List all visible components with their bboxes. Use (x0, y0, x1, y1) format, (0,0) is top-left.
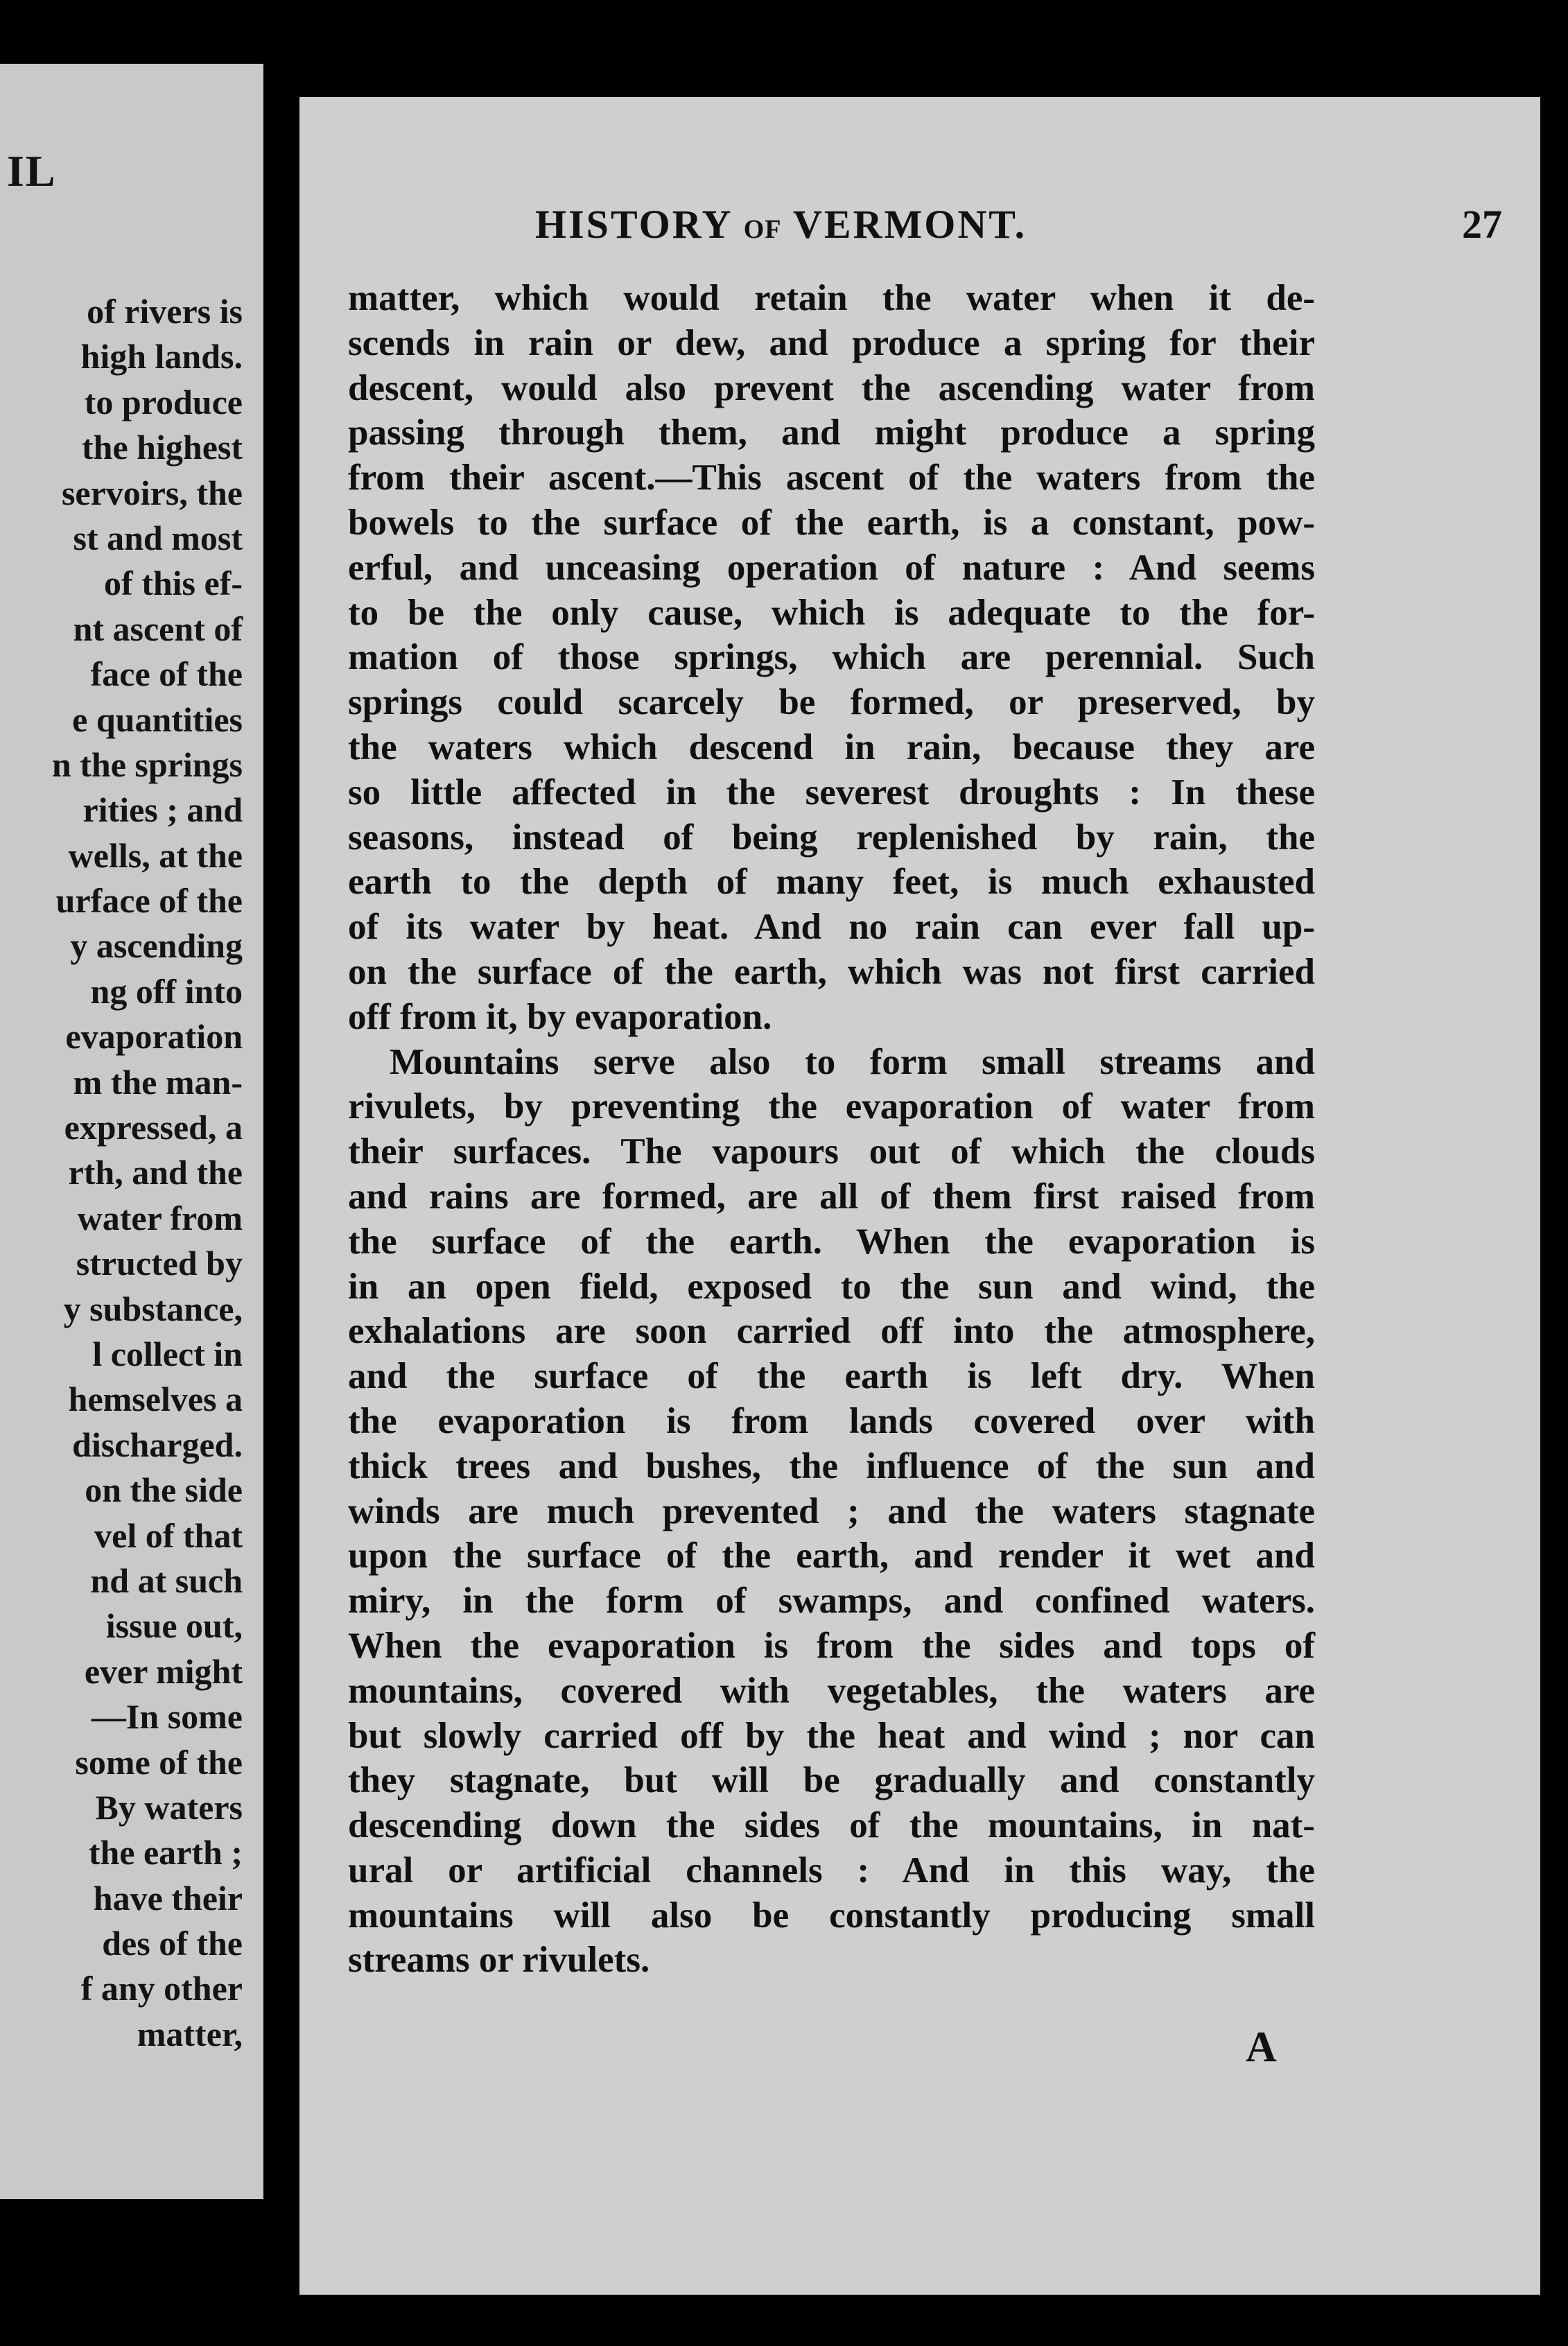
left-page-line: water from (77, 1198, 243, 1237)
body-text-line: of its water by heat. And no rain can ever fall up- (348, 907, 1315, 948)
left-page-line: ever might (84, 1651, 243, 1691)
left-page-line: evaporation (65, 1017, 243, 1057)
body-text-line: and rains are formed, are all of them first raised from (348, 1176, 1315, 1217)
body-text-line: descent, would also prevent the ascending water from (348, 367, 1315, 408)
left-page-line: y substance, (63, 1289, 243, 1328)
body-text-line: so little affected in the severest droughts : In these (348, 772, 1315, 813)
body-text-line: rivulets, by preventing the evaporation of water from (348, 1086, 1315, 1127)
left-page-line: nd at such (90, 1561, 243, 1600)
book-gutter (263, 0, 299, 2346)
left-page-line: m the man- (73, 1062, 243, 1102)
left-page-line: the highest (82, 428, 243, 467)
left-page-line: ng off into (90, 971, 243, 1011)
left-page-line: of this ef- (104, 564, 243, 603)
left-page-line: face of the (90, 654, 243, 694)
left-page-line: expressed, a (64, 1108, 243, 1147)
left-page-line: l collect in (92, 1334, 243, 1373)
left-page-line: matter, (137, 2014, 243, 2053)
body-text-line: on the surface of the earth, which was not first carried (348, 951, 1315, 992)
body-text-line: bowels to the surface of the earth, is a constant, pow- (348, 502, 1315, 543)
left-page-line: —In some (91, 1697, 243, 1737)
left-page-line: of rivers is (87, 292, 243, 331)
body-text-line: upon the surface of the earth, and render it wet and (348, 1536, 1315, 1576)
running-title-of: OF (743, 215, 782, 244)
body-text-line: from their ascent.—This ascent of the waters from the (348, 458, 1315, 498)
left-page-line: nt ascent of (73, 609, 243, 648)
body-text-line: but slowly carried off by the heat and wind ; nor can (348, 1715, 1315, 1756)
left-page-line: rth, and the (68, 1153, 243, 1192)
body-text-line: off from it, by evaporation. (348, 996, 772, 1037)
body-text-line: and the surface of the earth is left dry. When (348, 1356, 1315, 1397)
running-title (535, 201, 1027, 247)
body-text-line: exhalations are soon carried off into the atmosphere, (348, 1311, 1315, 1352)
left-page-line: wells, at the (68, 835, 243, 875)
body-text-line: mountains, covered with vegetables, the waters are (348, 1670, 1315, 1711)
left-page-line: issue out, (105, 1606, 243, 1646)
left-page-line: e quantities (72, 700, 243, 739)
body-text-line: earth to the depth of many feet, is much exhausted (348, 862, 1315, 903)
body-text-line: miry, in the form of swamps, and confined waters. (348, 1581, 1315, 1622)
left-page-line: the earth ; (88, 1833, 243, 1873)
body-text-line: the waters which descend in rain, because they are (348, 727, 1315, 767)
left-page-text-column (52, 289, 243, 2057)
left-page-line: hemselves a (68, 1380, 243, 1419)
body-text-line: the surface of the earth. When the evaporation is (348, 1221, 1315, 1262)
body-text-line: winds are much prevented ; and the waters stagnate (348, 1491, 1315, 1531)
left-page-line: have their (93, 1878, 243, 1918)
left-page-line: vel of that (94, 1515, 243, 1555)
left-page-line: some of the (75, 1742, 243, 1782)
body-text-line: in an open field, exposed to the sun and wind, the (348, 1266, 1315, 1307)
page-number: 27 (1462, 202, 1502, 247)
left-page-line: on the side (85, 1470, 243, 1510)
body-text-line: passing through them, and might produce a spring (348, 412, 1315, 453)
body-text-line: Mountains serve also to form small streams and (390, 1041, 1315, 1082)
left-page-line: des of the (102, 1924, 243, 1963)
left-page-line: structed by (76, 1244, 243, 1283)
left-page-line: to produce (84, 382, 243, 422)
left-page-line: servoirs, the (61, 473, 243, 512)
body-text-line: their surfaces. The vapours out of which the clouds (348, 1131, 1315, 1172)
left-page-line: st and most (73, 518, 243, 557)
body-text-line: seasons, instead of being replenished by rain, the (348, 817, 1315, 858)
left-page-line: high lands. (80, 337, 243, 376)
body-text-line: ural or artificial channels : And in this way, the (348, 1850, 1315, 1891)
right-page (299, 97, 1540, 2295)
body-text-line: descending down the sides of the mountains, in nat- (348, 1805, 1315, 1846)
left-facing-page (0, 64, 263, 2199)
running-title-vermont: VERMONT. (793, 202, 1027, 247)
body-text-line: When the evaporation is from the sides and tops of (348, 1625, 1315, 1666)
body-text-line: streams or rivulets. (348, 1940, 650, 1981)
catchword: A (1246, 2024, 1277, 2071)
left-page-line: By waters (95, 1787, 243, 1827)
body-text-line: to be the only cause, which is adequate to the for- (348, 592, 1315, 633)
body-text-line: mountains will also be constantly producing small (348, 1895, 1315, 1936)
body-text-line: scends in rain or dew, and produce a spring for their (348, 322, 1315, 363)
left-page-line: y ascending (70, 926, 243, 966)
body-text (348, 276, 1315, 1983)
left-page-line: n the springs (51, 745, 243, 784)
left-page-line: urface of the (55, 881, 243, 921)
body-text-line: the evaporation is from lands covered over with (348, 1400, 1315, 1441)
left-page-line: f any other (80, 1969, 243, 2008)
left-page-line: discharged. (72, 1425, 243, 1464)
body-text-line: matter, which would retain the water when it de- (348, 278, 1315, 318)
running-title-history: HISTORY (535, 202, 732, 247)
body-text-line: mation of those springs, which are perennial. Such (348, 637, 1315, 678)
body-text-line: they stagnate, but will be gradually and constantly (348, 1760, 1315, 1801)
running-head (299, 201, 1540, 257)
left-page-header-fragment: IL (7, 146, 57, 196)
body-text-line: springs could scarcely be formed, or preserved, by (348, 682, 1315, 723)
left-page-line: rities ; and (82, 790, 243, 830)
body-text-line: erful, and unceasing operation of nature : And seems (348, 547, 1315, 588)
body-text-line: thick trees and bushes, the influence of the sun and (348, 1445, 1315, 1486)
